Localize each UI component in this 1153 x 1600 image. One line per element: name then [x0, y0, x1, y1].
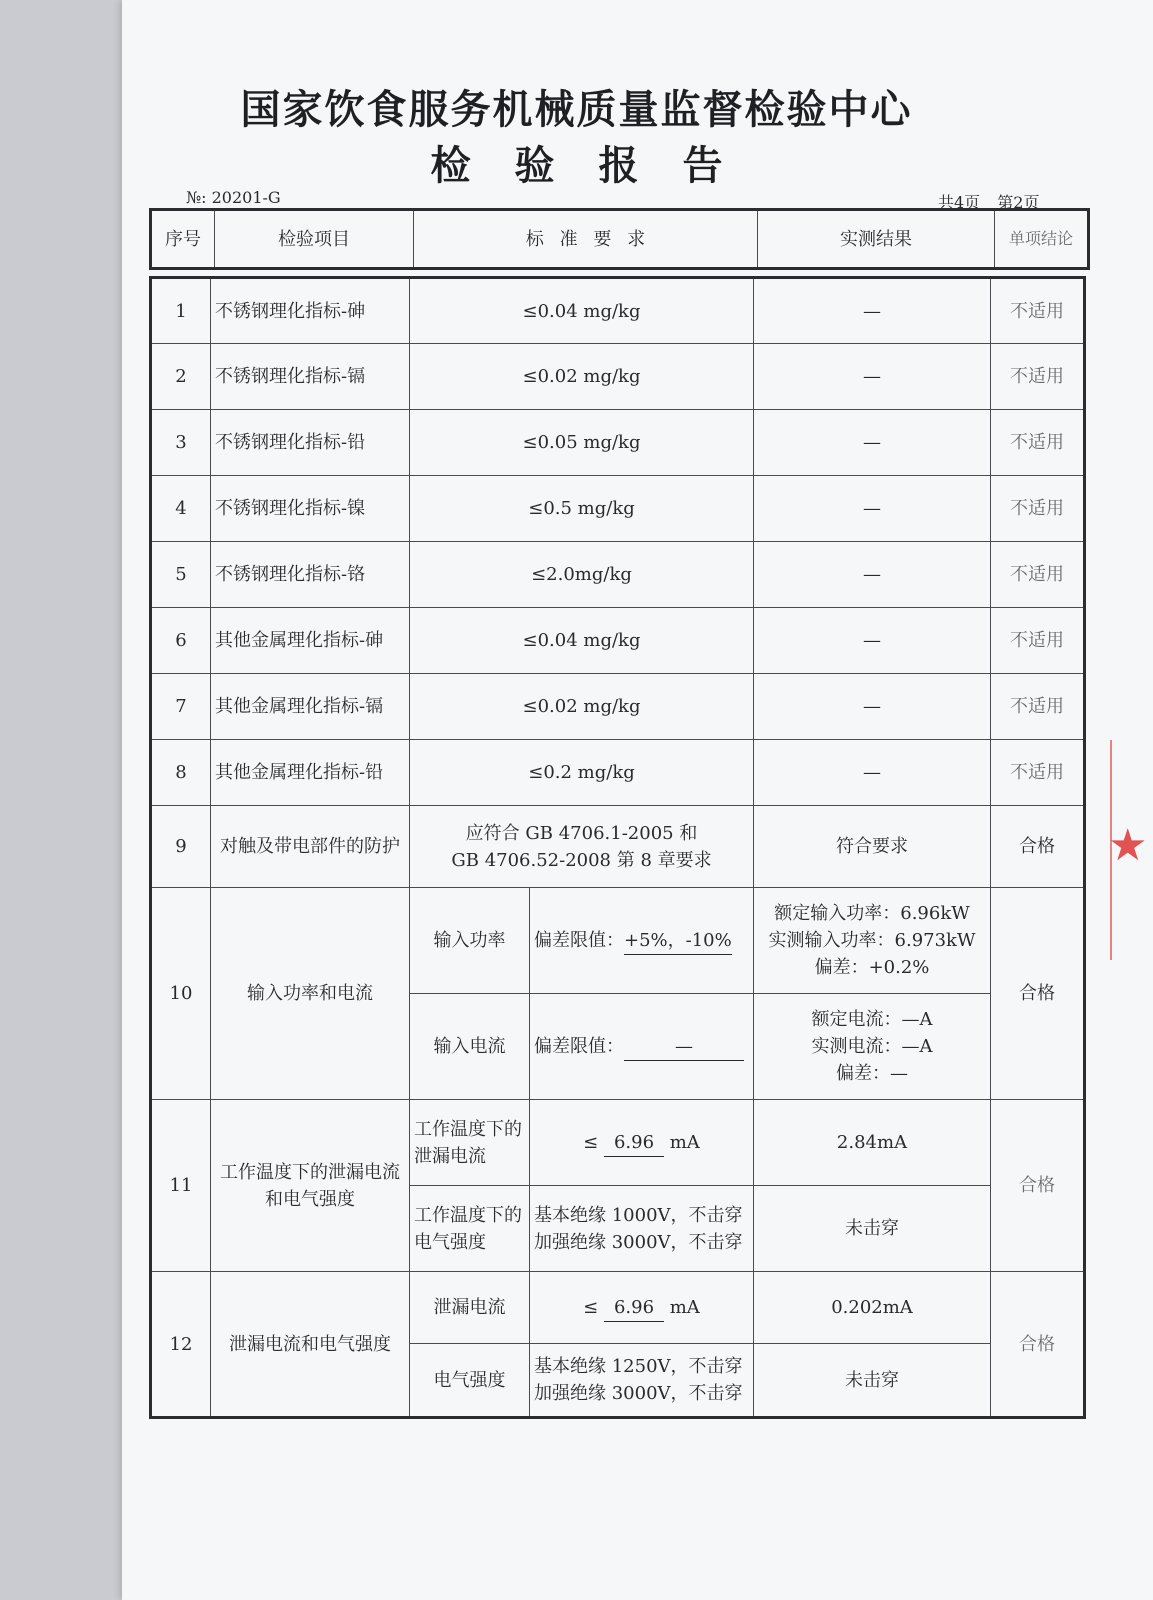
requirement-value: 6.96 — [604, 1129, 664, 1157]
table-row — [151, 542, 1085, 608]
sub-requirement — [530, 1186, 754, 1272]
requirement-line: 应符合 GB 4706.1-2005 和 — [465, 822, 698, 844]
row-seq: 1 — [151, 278, 211, 344]
sub-result: 未击穿 — [754, 1186, 991, 1272]
row-requirement — [410, 806, 754, 888]
requirement-unit: mA — [669, 1296, 700, 1318]
row-seq: 9 — [151, 806, 211, 888]
row-conclusion: 不适用 — [991, 740, 1085, 806]
result-line: 偏差：— — [836, 1063, 908, 1084]
result-line: 实测电流：—A — [811, 1036, 933, 1057]
row-seq: 6 — [151, 608, 211, 674]
row-result: — — [754, 278, 991, 344]
row-item: 不锈钢理化指标-铅 — [211, 410, 410, 476]
seal-star-icon: ★ — [1108, 820, 1148, 871]
requirement-unit: mA — [669, 1131, 700, 1153]
sub-item-name: 输入电流 — [410, 994, 530, 1100]
row-result: — — [754, 476, 991, 542]
row-item: 泄漏电流和电气强度 — [211, 1272, 410, 1418]
row-conclusion: 合格 — [991, 888, 1085, 1100]
row-requirement: ≤0.5 mg/kg — [410, 476, 754, 542]
row-result: — — [754, 740, 991, 806]
requirement-prefix: 偏差限值： — [534, 929, 624, 951]
row-item: 对触及带电部件的防护 — [211, 806, 410, 888]
requirement-line: 加强绝缘 3000V，不击穿 — [534, 1383, 743, 1404]
requirement-value: +5%，-10% — [624, 927, 732, 955]
sub-item-name: 工作温度下的电气强度 — [410, 1186, 530, 1272]
report-title: 国家饮食服务机械质量监督检验中心 — [240, 87, 913, 133]
row-conclusion: 不适用 — [991, 608, 1085, 674]
table-row — [151, 806, 1085, 888]
table-row — [151, 608, 1085, 674]
document-number: №: 20201-G — [186, 188, 281, 207]
row-seq: 8 — [151, 740, 211, 806]
row-requirement: ≤0.2 mg/kg — [410, 740, 754, 806]
row-requirement: ≤0.02 mg/kg — [410, 344, 754, 410]
requirement-prefix: ≤ — [583, 1131, 599, 1153]
row-item: 其他金属理化指标-铅 — [211, 740, 410, 806]
row-item: 不锈钢理化指标-砷 — [211, 278, 410, 344]
row-result: 符合要求 — [754, 806, 991, 888]
table-row — [151, 1272, 1085, 1344]
row-conclusion: 不适用 — [991, 542, 1085, 608]
result-line: 额定输入功率：6.96kW — [774, 903, 970, 924]
row-conclusion: 合格 — [991, 1100, 1085, 1272]
table-row — [151, 674, 1085, 740]
results-table — [149, 276, 1086, 1419]
requirement-prefix: ≤ — [583, 1296, 599, 1318]
header-conclusion: 单项结论 — [995, 210, 1089, 269]
report-subtitle: 检验报告 — [430, 143, 767, 189]
requirement-line: 基本绝缘 1250V，不击穿 — [534, 1356, 743, 1377]
row-result: — — [754, 542, 991, 608]
row-conclusion: 合格 — [991, 806, 1085, 888]
row-result: — — [754, 410, 991, 476]
result-line: 额定电流：—A — [811, 1009, 933, 1030]
sub-result — [754, 994, 991, 1100]
row-requirement: ≤0.04 mg/kg — [410, 608, 754, 674]
table-row — [151, 410, 1085, 476]
row-conclusion: 不适用 — [991, 344, 1085, 410]
header-result: 实测结果 — [758, 210, 995, 269]
row-seq: 11 — [151, 1100, 211, 1272]
row-conclusion: 不适用 — [991, 476, 1085, 542]
row-item: 其他金属理化指标-镉 — [211, 674, 410, 740]
sub-requirement — [530, 1100, 754, 1186]
row-item: 不锈钢理化指标-镉 — [211, 344, 410, 410]
table-row — [151, 888, 1085, 994]
sub-result — [754, 888, 991, 994]
row-requirement: ≤0.05 mg/kg — [410, 410, 754, 476]
row-conclusion: 不适用 — [991, 278, 1085, 344]
sub-item-name: 泄漏电流 — [410, 1272, 530, 1344]
requirement-line: 加强绝缘 3000V，不击穿 — [534, 1231, 743, 1253]
result-line: 实测输入功率：6.973kW — [768, 930, 976, 951]
row-seq: 4 — [151, 476, 211, 542]
current-page: 第2页 — [997, 193, 1040, 212]
sub-result: 0.202mA — [754, 1272, 991, 1344]
table-row — [151, 278, 1085, 344]
sub-item-name: 工作温度下的泄漏电流 — [410, 1100, 530, 1186]
row-conclusion: 不适用 — [991, 674, 1085, 740]
row-item: 不锈钢理化指标-铬 — [211, 542, 410, 608]
requirement-line: GB 4706.52-2008 第 8 章要求 — [451, 849, 712, 871]
row-item: 不锈钢理化指标-镍 — [211, 476, 410, 542]
row-item: 工作温度下的泄漏电流和电气强度 — [211, 1100, 410, 1272]
row-item: 输入功率和电流 — [211, 888, 410, 1100]
result-line: 偏差：+0.2% — [814, 957, 930, 978]
row-result: — — [754, 674, 991, 740]
table-row — [151, 1100, 1085, 1186]
sub-item-name: 输入功率 — [410, 888, 530, 994]
requirement-prefix: 偏差限值： — [534, 1035, 624, 1057]
table-row — [151, 344, 1085, 410]
row-seq: 10 — [151, 888, 211, 1100]
requirement-line: 基本绝缘 1000V，不击穿 — [534, 1204, 743, 1226]
table-header — [149, 208, 1090, 270]
row-seq: 7 — [151, 674, 211, 740]
row-result: — — [754, 344, 991, 410]
row-seq: 3 — [151, 410, 211, 476]
row-seq: 5 — [151, 542, 211, 608]
sub-requirement — [530, 1344, 754, 1418]
row-requirement: ≤2.0mg/kg — [410, 542, 754, 608]
row-result: — — [754, 608, 991, 674]
sub-item-name: 电气强度 — [410, 1344, 530, 1418]
header-item: 检验项目 — [215, 210, 414, 269]
total-pages: 共4页 — [938, 193, 981, 212]
header-seq: 序号 — [151, 210, 215, 269]
row-conclusion: 不适用 — [991, 410, 1085, 476]
row-requirement: ≤0.02 mg/kg — [410, 674, 754, 740]
sub-requirement — [530, 1272, 754, 1344]
row-item: 其他金属理化指标-砷 — [211, 608, 410, 674]
header-requirement: 标 准 要 求 — [414, 210, 758, 269]
sub-result: 未击穿 — [754, 1344, 991, 1418]
sub-requirement — [530, 994, 754, 1100]
requirement-value: 6.96 — [604, 1294, 664, 1322]
sub-requirement — [530, 888, 754, 994]
row-requirement: ≤0.04 mg/kg — [410, 278, 754, 344]
row-seq: 12 — [151, 1272, 211, 1418]
table-row — [151, 740, 1085, 806]
row-seq: 2 — [151, 344, 211, 410]
sub-result: 2.84mA — [754, 1100, 991, 1186]
requirement-value: — — [624, 1033, 744, 1061]
table-row — [151, 476, 1085, 542]
row-conclusion: 合格 — [991, 1272, 1085, 1418]
